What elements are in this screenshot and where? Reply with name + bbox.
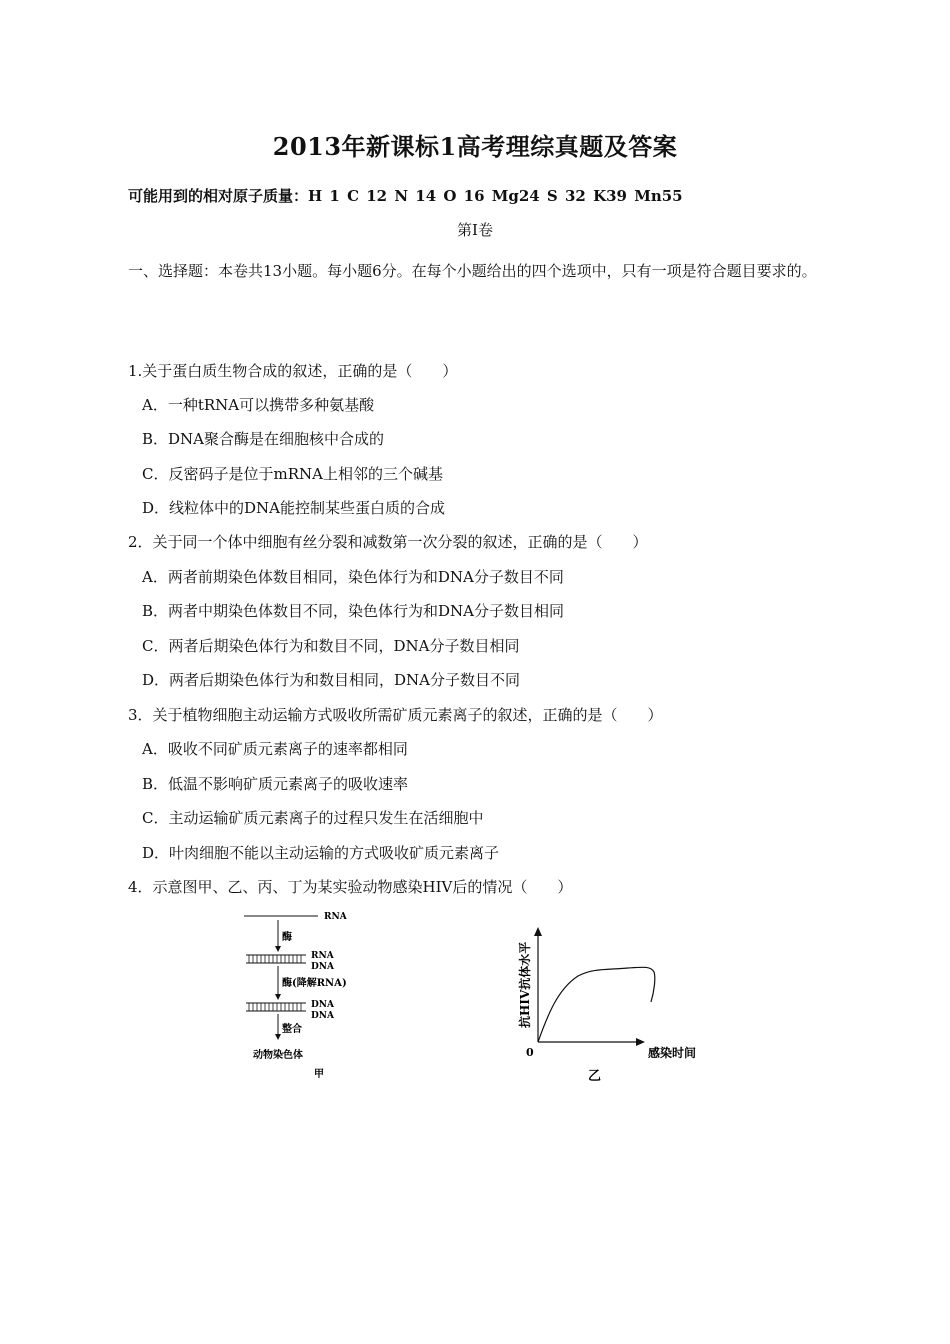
question-2-option-c: C．两者后期染色体行为和数目不同，DNA分子数目相同 bbox=[142, 637, 520, 655]
question-1-option-d: D．线粒体中的DNA能控制某些蛋白质的合成 bbox=[142, 499, 446, 517]
step-3-label: 整合 bbox=[282, 1024, 302, 1035]
figure-yi-chart bbox=[508, 924, 718, 1084]
result-label: 动物染色体 bbox=[253, 1050, 303, 1061]
section-title: 第Ⅰ卷 bbox=[457, 221, 493, 239]
arrow-2-head bbox=[275, 994, 281, 1000]
question-1-option-b: B．DNA聚合酶是在细胞核中合成的 bbox=[142, 430, 385, 448]
pair-2-bottom-label: DNA bbox=[311, 1011, 335, 1021]
step-1-label: 酶 bbox=[282, 932, 292, 943]
question-3-option-b: B．低温不影响矿质元素离子的吸收速率 bbox=[142, 775, 409, 793]
x-axis-arrow bbox=[636, 1038, 645, 1046]
figure-yi-caption: 乙 bbox=[588, 1069, 602, 1084]
pair-1-bottom-label: DNA bbox=[311, 962, 335, 972]
double-strand-dna-dna bbox=[246, 1003, 306, 1011]
antibody-curve bbox=[538, 967, 655, 1042]
question-1-option-a: A．一种tRNA可以携带多种氨基酸 bbox=[142, 396, 375, 414]
arrow-1-head bbox=[275, 946, 281, 952]
y-axis-label: 抗HIV抗体水平 bbox=[518, 941, 532, 1028]
double-strand-rna-dna bbox=[246, 955, 306, 963]
atomic-masses-values: H 1 C 12 N 14 O 16 Mg24 S 32 K39 Mn55 bbox=[308, 187, 683, 205]
figure-jia-diagram bbox=[240, 906, 380, 1086]
question-3-option-d: D．叶肉细胞不能以主动运输的方式吸收矿质元素离子 bbox=[142, 844, 500, 862]
question-4-stem: 4．示意图甲、乙、丙、丁为某实验动物感染HIV后的情况（ ） bbox=[128, 878, 573, 896]
question-1-stem: 1.关于蛋白质生物合成的叙述，正确的是（ ） bbox=[128, 362, 458, 380]
pair-2-top-label: DNA bbox=[311, 1000, 335, 1010]
question-1-option-c: C．反密码子是位于mRNA上相邻的三个碱基 bbox=[142, 465, 443, 483]
pair-1-top-label: RNA bbox=[311, 951, 334, 961]
atomic-masses-label: 可能用到的相对原子质量： bbox=[128, 187, 309, 205]
y-axis-arrow bbox=[534, 927, 542, 936]
question-2-option-a: A．两者前期染色体数目相同，染色体行为和DNA分子数目不同 bbox=[142, 568, 564, 586]
question-3-stem: 3．关于植物细胞主动运输方式吸收所需矿质元素离子的叙述，正确的是（ ） bbox=[128, 706, 663, 724]
question-3-option-c: C．主动运输矿质元素离子的过程只发生在活细胞中 bbox=[142, 809, 484, 827]
atomic-masses bbox=[128, 185, 683, 206]
question-3-option-a: A．吸收不同矿质元素离子的速率都相同 bbox=[142, 740, 408, 758]
arrow-3-head bbox=[275, 1034, 281, 1040]
origin-label: 0 bbox=[526, 1046, 534, 1059]
step-2-label: 酶(降解RNA) bbox=[282, 978, 347, 989]
question-2-option-d: D．两者后期染色体行为和数目相同，DNA分子数目不同 bbox=[142, 671, 521, 689]
question-2-stem: 2．关于同一个体中细胞有丝分裂和减数第一次分裂的叙述，正确的是（ ） bbox=[128, 533, 648, 551]
document-title: 2013年新课标1高考理综真题及答案 bbox=[272, 132, 678, 161]
figure-jia-caption: 甲 bbox=[314, 1069, 324, 1080]
instructions: 一、选择题：本卷共13小题。每小题6分。在每个小题给出的四个选项中，只有一项是符合题目要求的。 bbox=[128, 262, 817, 280]
rna-label: RNA bbox=[324, 912, 347, 922]
x-axis-label: 感染时间 bbox=[648, 1046, 697, 1060]
question-2-option-b: B．两者中期染色体数目不同，染色体行为和DNA分子数目相同 bbox=[142, 602, 565, 620]
